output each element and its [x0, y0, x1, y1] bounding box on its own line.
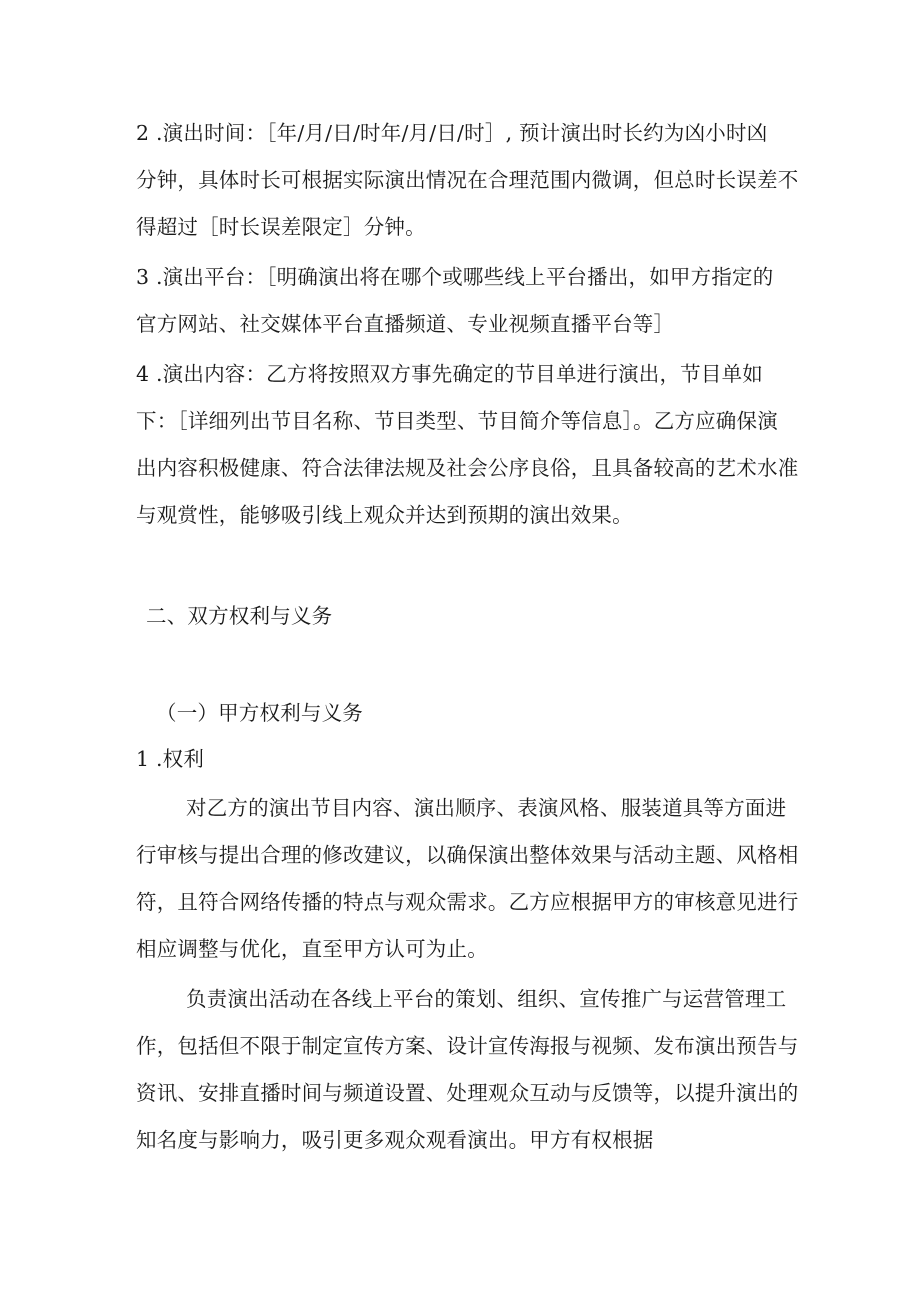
rights-title: 1 .权利	[136, 747, 205, 771]
item2-line-1: 2 .演出时间：［年/月/日/时年/月/日/时］, 预计演出时长约为凶小时凶	[136, 121, 768, 145]
section-2-title: 二、双方权利与义务	[146, 604, 333, 628]
item3-line-1: 3 .演出平台：［明确演出将在哪个或哪些线上平台播出，如甲方指定的	[136, 265, 774, 289]
para2-line-4: 知名度与影响力，吸引更多观众观看演出。甲方有权根据	[136, 1128, 654, 1152]
para1-line-4: 相应调整与优化，直至甲方认可为止。	[136, 937, 488, 961]
para1-line-1: 对乙方的演出节目内容、演出顺序、表演风格、服装道具等方面进	[186, 796, 787, 820]
para2-line-1: 负责演出活动在各线上平台的策划、组织、宣传推广与运营管理工	[186, 987, 787, 1011]
para2-line-2: 作，包括但不限于制定宣传方案、设计宣传海报与视频、发布演出预告与	[136, 1034, 799, 1058]
item4-line-2: 下：［详细列出节目名称、节目类型、节目简介等信息］。乙方应确保演	[136, 409, 778, 433]
item4-line-1: 4 .演出内容：乙方将按照双方事先确定的节目单进行演出，节目单如	[136, 362, 763, 386]
item4-line-4: 与观赏性，能够吸引线上观众并达到预期的演出效果。	[136, 503, 633, 527]
para1-line-3: 符，且符合网络传播的特点与观众需求。乙方应根据甲方的审核意见进行	[136, 890, 799, 914]
item2-line-3: 得超过［时长误差限定］分钟。	[136, 215, 426, 239]
item3-line-2: 官方网站、社交媒体平台直播频道、专业视频直播平台等］	[136, 312, 675, 336]
item4-line-3: 出内容积极健康、符合法律法规及社会公序良俗，且具备较高的艺术水准	[136, 456, 799, 480]
subsection-1-title: （一）甲方权利与义务	[156, 701, 363, 725]
item2-line-2: 分钟，具体时长可根据实际演出情况在合理范围内微调，但总时长误差不	[136, 168, 799, 192]
para1-line-2: 行审核与提出合理的修改建议，以确保演出整体效果与活动主题、风格相	[136, 843, 799, 867]
para2-line-3: 资讯、安排直播时间与频道设置、处理观众互动与反馈等，以提升演出的	[136, 1081, 799, 1105]
